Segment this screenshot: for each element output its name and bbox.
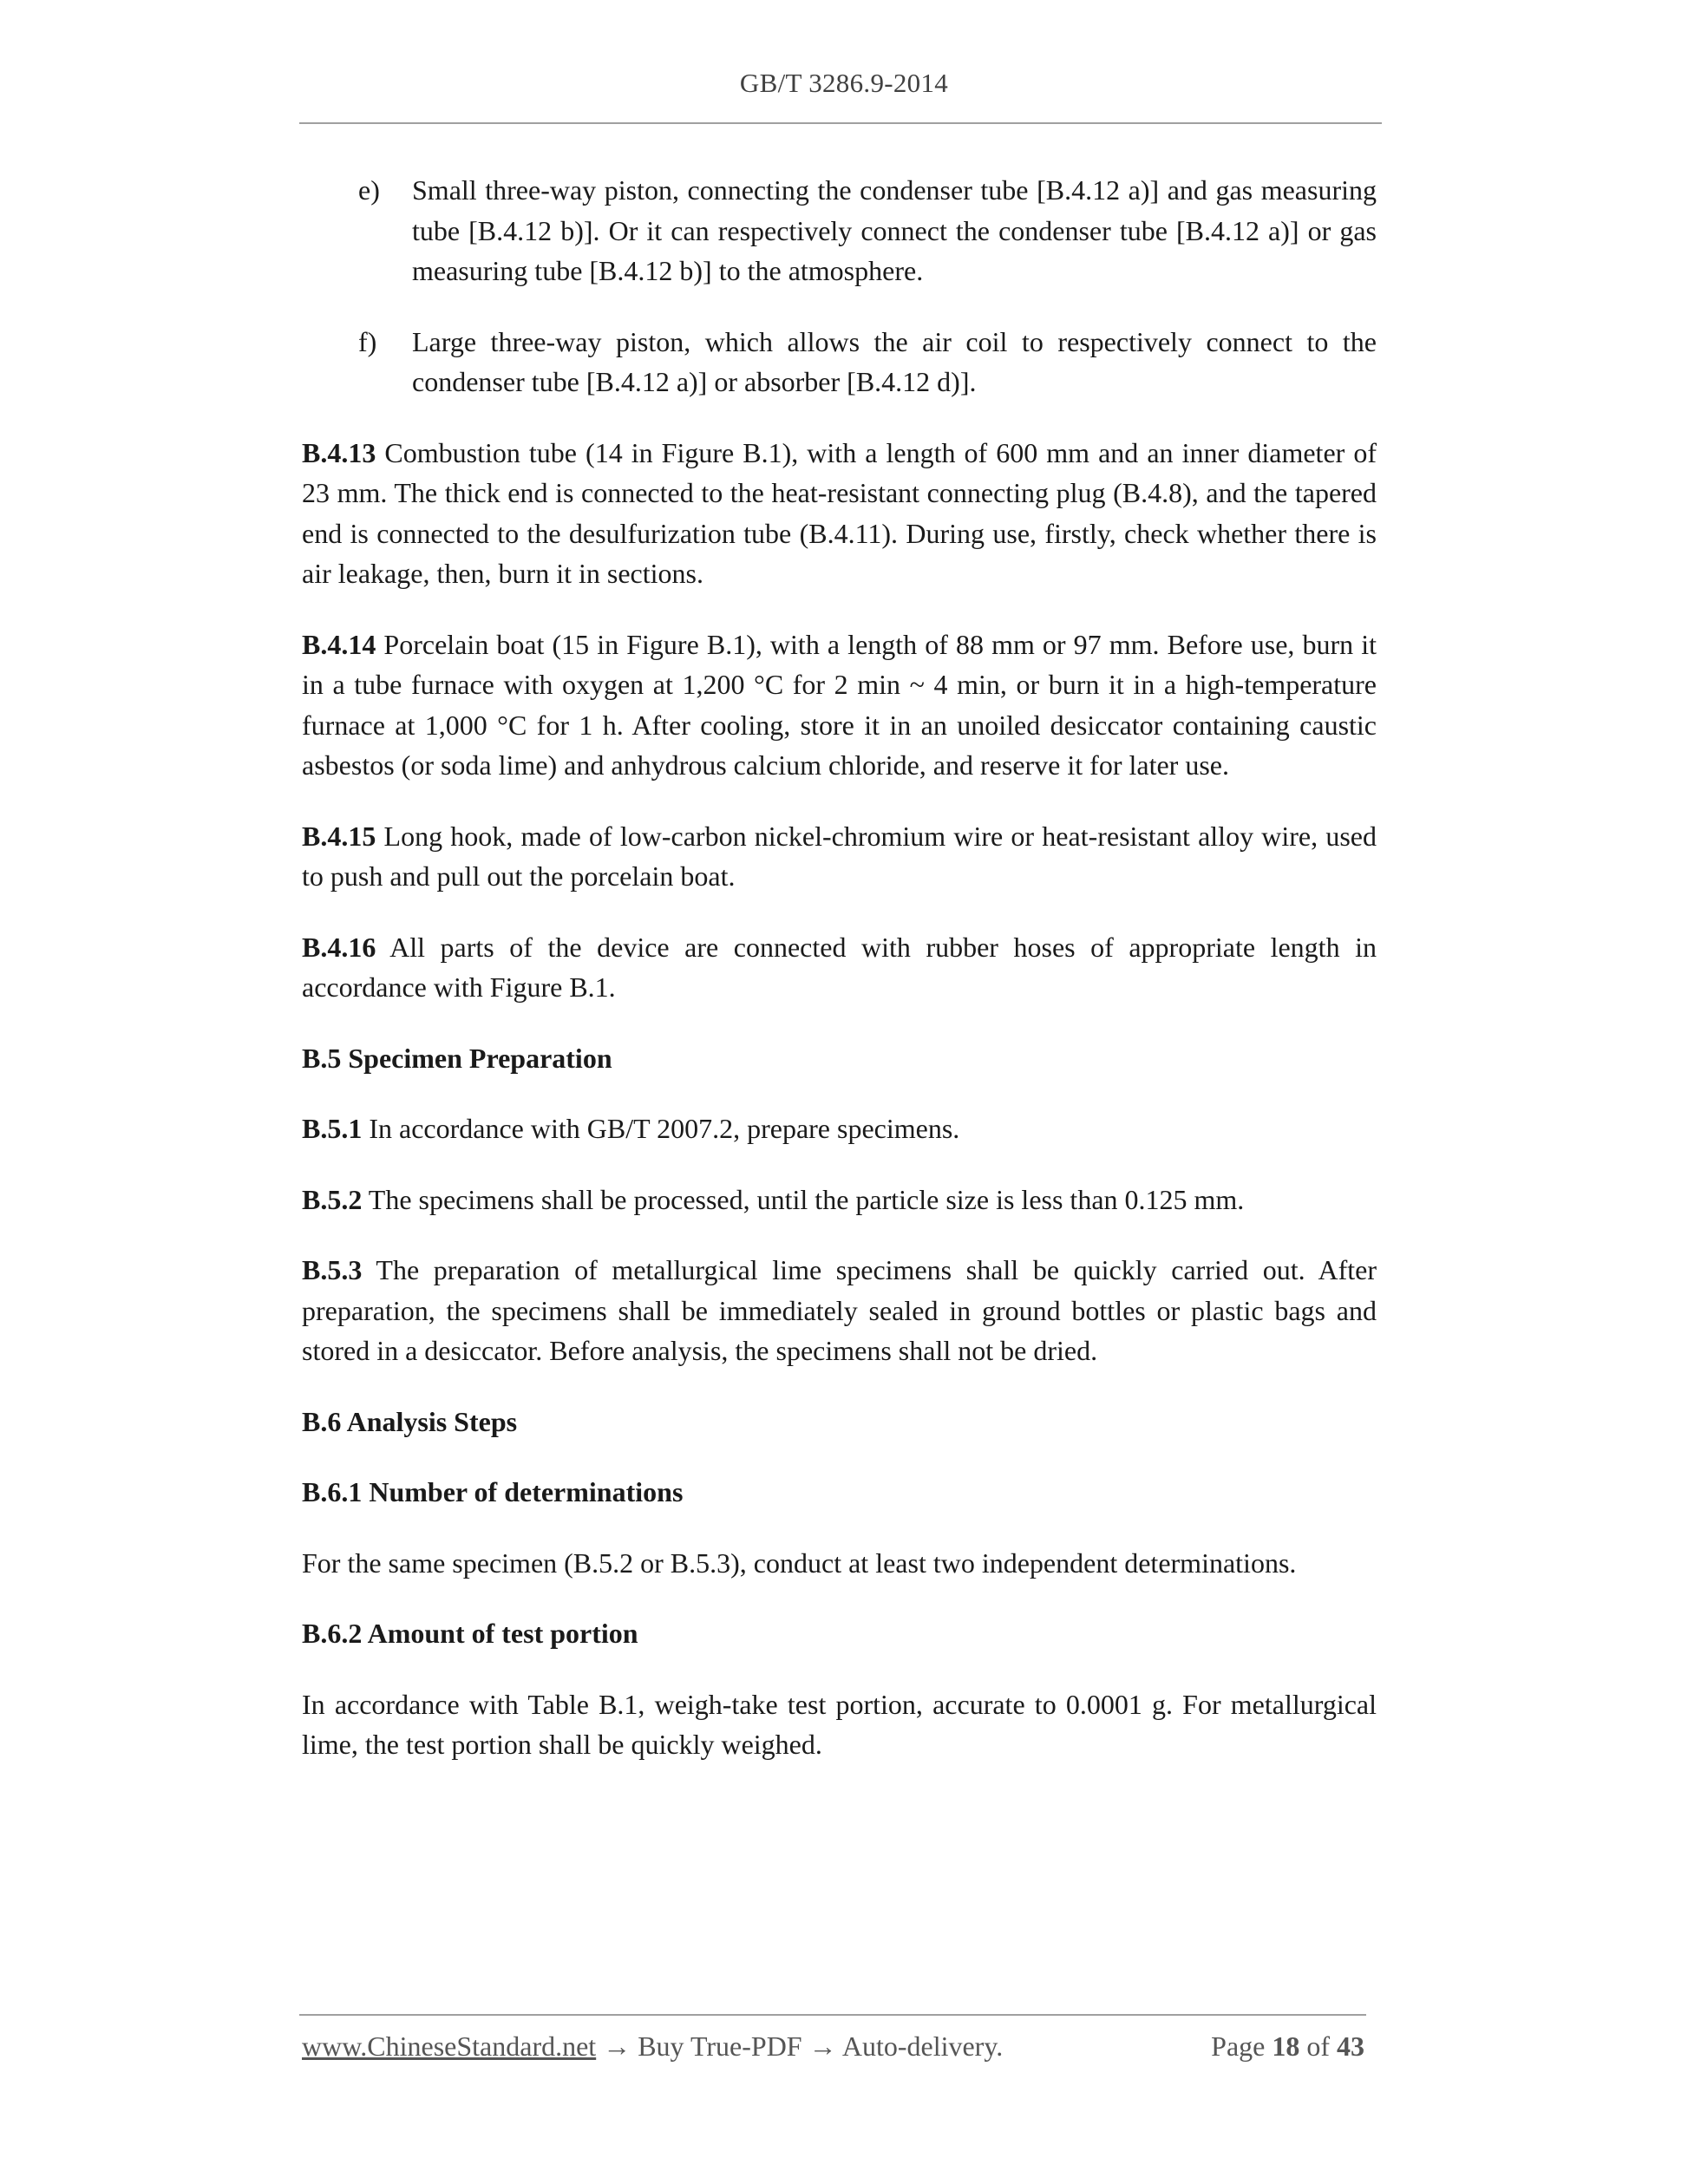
clause-number: B.4.14 (302, 628, 376, 660)
section-heading-b6: B.6 Analysis Steps (302, 1405, 518, 1437)
total-pages-number: 43 (1337, 2030, 1364, 2062)
website-link[interactable]: www.ChineseStandard.net (302, 2030, 597, 2062)
arrow-right-icon: → (808, 2030, 837, 2062)
clause-number: B.5.3 (302, 1254, 363, 1285)
clause-text: The specimens shall be processed, until the particle size is less than 0.125 mm. (362, 1183, 1245, 1215)
current-page-number: 18 (1272, 2030, 1300, 2062)
clause-number: B.5.2 (302, 1183, 363, 1215)
clause-b4-16 (302, 927, 1377, 1008)
page-of-label: of (1306, 2030, 1330, 2062)
list-item-f (302, 322, 1377, 402)
buy-pdf-text: Buy True-PDF (638, 2030, 802, 2062)
paragraph-b6-2: In accordance with Table B.1, weigh-take test portion, accurate to 0.0001 g. For metallurgical lime, the test portion shall be quickly weighed. (302, 1688, 1377, 1760)
footer-divider (299, 2014, 1366, 2016)
clause-b5-2 (302, 1180, 1377, 1220)
clause-text: Porcelain boat (15 in Figure B.1), with a length of 88 mm or 97 mm. Before use, burn it in a tube furnace with oxygen at 1,200 °C for 2 min ~ 4 min, or burn it in a high-temperature furnace at 1,000 °C for 1 h. After cooling, store it in an unoiled desiccator containing caustic asbestos (or soda lime) and anhydrous calcium chloride, and reserve it for later use. (302, 628, 1377, 781)
clause-b4-13 (302, 433, 1377, 594)
clause-number: B.5.1 (302, 1113, 363, 1144)
clause-b4-14 (302, 624, 1377, 786)
paragraph-b6-1: For the same specimen (B.5.2 or B.5.3), conduct at least two independent determinations. (302, 1546, 1297, 1579)
subsection-heading-b6-2: B.6.2 Amount of test portion (302, 1618, 638, 1649)
list-marker: e) (358, 174, 380, 206)
clause-text: Combustion tube (14 in Figure B.1), with a length of 600 mm and an inner diameter of 23 mm. The thick end is connected to the heat-resistant connecting plug (B.4.8), and the tapered end is connected to the desulfurization tube (B.4.11). During use, firstly, check whether there is air leakage, then, burn it in sections. (302, 436, 1377, 589)
clause-text: In accordance with GB/T 2007.2, prepare specimens. (362, 1113, 960, 1144)
page-indicator (1211, 2030, 1364, 2063)
list-item-text: Large three-way piston, which allows the air coil to respectively connect to the condenser tube [B.4.12 a)] or absorber [B.4.12 d)]. (412, 325, 1377, 397)
clause-text: Long hook, made of low-carbon nickel-chromium wire or heat-resistant alloy wire, used to push and pull out the porcelain boat. (302, 820, 1377, 892)
list-item-text: Small three-way piston, connecting the condenser tube [B.4.12 a)] and gas measuring tube [B.4.12 b)]. Or it can respectively connect the condenser tube [B.4.12 a)] or gas measuring tube [B.4.12 b)] to the atmosphere. (412, 174, 1377, 286)
document-body (302, 170, 1377, 1795)
clause-b5-1 (302, 1108, 1377, 1149)
clause-text: The preparation of metallurgical lime specimens shall be quickly carried out. After preparation, the specimens shall be immediately sealed in ground bottles or plastic bags and stored in a desiccator. Before analysis, the specimens shall not be dried. (302, 1254, 1377, 1366)
list-item-e (302, 170, 1377, 291)
subsection-heading-b6-1: B.6.1 Number of determinations (302, 1476, 684, 1507)
clause-number: B.4.15 (302, 820, 376, 852)
auto-delivery-text: Auto-delivery. (841, 2030, 1004, 2062)
list-marker: f) (358, 325, 377, 357)
footer-promo (302, 2030, 1003, 2063)
arrow-right-icon: → (603, 2030, 631, 2062)
clause-number: B.4.16 (302, 931, 376, 963)
clause-number: B.4.13 (302, 436, 376, 468)
clause-text: All parts of the device are connected with rubber hoses of appropriate length in accordance with Figure B.1. (302, 931, 1377, 1003)
clause-b4-15 (302, 816, 1377, 897)
section-heading-b5: B.5 Specimen Preparation (302, 1042, 612, 1074)
clause-b5-3 (302, 1250, 1377, 1371)
page-label: Page (1211, 2030, 1266, 2062)
header-divider (299, 122, 1382, 124)
page-header: GB/T 3286.9-2014 (739, 68, 949, 98)
